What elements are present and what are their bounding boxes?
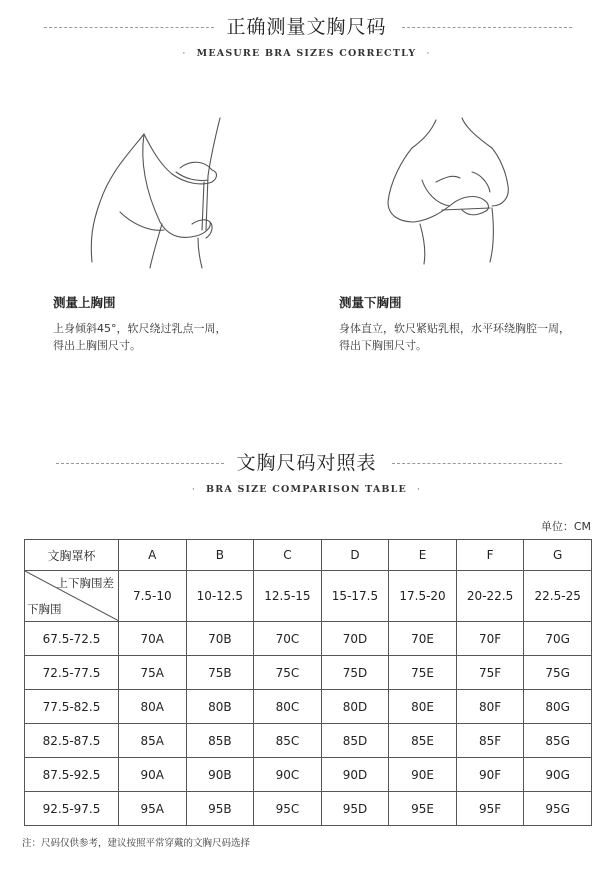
section-subtitle: · BRA SIZE COMPARISON TABLE · bbox=[191, 484, 422, 495]
size-cell: 90D bbox=[321, 758, 389, 792]
diff-range: 17.5-20 bbox=[389, 571, 457, 622]
size-cell: 95B bbox=[186, 792, 254, 826]
size-cell: 80E bbox=[389, 690, 457, 724]
under-bust-desc-line: 得出下胸围尺寸。 bbox=[339, 339, 427, 352]
size-cell: 85C bbox=[254, 724, 322, 758]
size-cell: 75A bbox=[119, 656, 187, 690]
size-cell: 80B bbox=[186, 690, 254, 724]
diff-range: 10-12.5 bbox=[186, 571, 254, 622]
upper-bust-description bbox=[53, 320, 227, 354]
size-cell: 70B bbox=[186, 622, 254, 656]
size-cell: 70F bbox=[456, 622, 524, 656]
underbust-range: 82.5-87.5 bbox=[25, 724, 119, 758]
size-cell: 95D bbox=[321, 792, 389, 826]
size-cell: 75C bbox=[254, 656, 322, 690]
size-row bbox=[25, 792, 592, 826]
upper-bust-desc-line: 得出上胸围尺寸。 bbox=[53, 339, 141, 352]
size-cell: 70G bbox=[524, 622, 592, 656]
size-cell: 70E bbox=[389, 622, 457, 656]
underbust-range: 67.5-72.5 bbox=[25, 622, 119, 656]
underbust-range: 87.5-92.5 bbox=[25, 758, 119, 792]
size-cell: 75E bbox=[389, 656, 457, 690]
underbust-range: 77.5-82.5 bbox=[25, 690, 119, 724]
upper-bust-desc-line: 上身倾斜45°，软尺绕过乳点一周， bbox=[53, 322, 227, 335]
size-cell: 75F bbox=[456, 656, 524, 690]
underbust-range: 92.5-97.5 bbox=[25, 792, 119, 826]
size-cell: 75D bbox=[321, 656, 389, 690]
size-cell: 95F bbox=[456, 792, 524, 826]
diff-range: 15-17.5 bbox=[321, 571, 389, 622]
size-row bbox=[25, 622, 592, 656]
footnote: 注：尺码仅供参考，建议按照平常穿戴的文胸尺码选择 bbox=[22, 838, 251, 849]
diff-range: 7.5-10 bbox=[119, 571, 187, 622]
under-bust-illustration bbox=[380, 112, 530, 267]
diff-range: 20-22.5 bbox=[456, 571, 524, 622]
under-bust-description bbox=[339, 320, 570, 354]
size-cell: 75B bbox=[186, 656, 254, 690]
size-cell: 85F bbox=[456, 724, 524, 758]
diff-axis-label: 上下胸围差 bbox=[56, 576, 114, 590]
diff-range: 22.5-25 bbox=[524, 571, 592, 622]
size-cell: 70A bbox=[119, 622, 187, 656]
size-cell: 90G bbox=[524, 758, 592, 792]
cup-header: C bbox=[254, 540, 322, 571]
size-cell: 90C bbox=[254, 758, 322, 792]
size-cell: 70D bbox=[321, 622, 389, 656]
unit-label: 单位：CM bbox=[540, 520, 591, 533]
size-row bbox=[25, 690, 592, 724]
cup-header: G bbox=[524, 540, 592, 571]
diff-range: 12.5-15 bbox=[254, 571, 322, 622]
size-cell: 70C bbox=[254, 622, 322, 656]
size-cell: 90F bbox=[456, 758, 524, 792]
section-header-measure bbox=[0, 12, 613, 59]
upper-bust-title: 测量上胸围 bbox=[53, 295, 116, 310]
size-cell: 90A bbox=[119, 758, 187, 792]
cup-header: B bbox=[186, 540, 254, 571]
under-bust-title: 测量下胸围 bbox=[339, 295, 402, 310]
size-cell: 90B bbox=[186, 758, 254, 792]
cup-header: E bbox=[389, 540, 457, 571]
cup-header-row bbox=[25, 540, 592, 571]
underbust-range: 72.5-77.5 bbox=[25, 656, 119, 690]
section-subtitle: · MEASURE BRA SIZES CORRECTLY · bbox=[182, 48, 431, 59]
size-cell: 85B bbox=[186, 724, 254, 758]
size-cell: 95G bbox=[524, 792, 592, 826]
size-cell: 95E bbox=[389, 792, 457, 826]
section-title: 正确测量文胸尺码 bbox=[0, 12, 613, 42]
size-cell: 80G bbox=[524, 690, 592, 724]
diagonal-header-cell bbox=[25, 571, 119, 622]
section-header-comparison bbox=[0, 448, 613, 495]
cup-header: F bbox=[456, 540, 524, 571]
size-row bbox=[25, 724, 592, 758]
cup-header: D bbox=[321, 540, 389, 571]
underbust-axis-label: 下胸围 bbox=[27, 602, 62, 616]
size-cell: 90E bbox=[389, 758, 457, 792]
size-cell: 95A bbox=[119, 792, 187, 826]
size-row bbox=[25, 758, 592, 792]
upper-bust-illustration bbox=[80, 112, 240, 272]
size-cell: 85D bbox=[321, 724, 389, 758]
size-cell: 85G bbox=[524, 724, 592, 758]
section-title: 文胸尺码对照表 bbox=[0, 448, 613, 478]
size-cell: 95C bbox=[254, 792, 322, 826]
size-cell: 80C bbox=[254, 690, 322, 724]
size-cell: 80D bbox=[321, 690, 389, 724]
corner-label: 文胸罩杯 bbox=[25, 540, 119, 571]
cup-header: A bbox=[119, 540, 187, 571]
size-row bbox=[25, 656, 592, 690]
size-cell: 80A bbox=[119, 690, 187, 724]
under-bust-desc-line: 身体直立，软尺紧贴乳根，水平环绕胸腔一周， bbox=[339, 322, 570, 335]
size-cell: 85E bbox=[389, 724, 457, 758]
size-cell: 85A bbox=[119, 724, 187, 758]
size-cell: 75G bbox=[524, 656, 592, 690]
size-cell: 80F bbox=[456, 690, 524, 724]
size-comparison-table bbox=[24, 539, 592, 826]
difference-row bbox=[25, 571, 592, 622]
